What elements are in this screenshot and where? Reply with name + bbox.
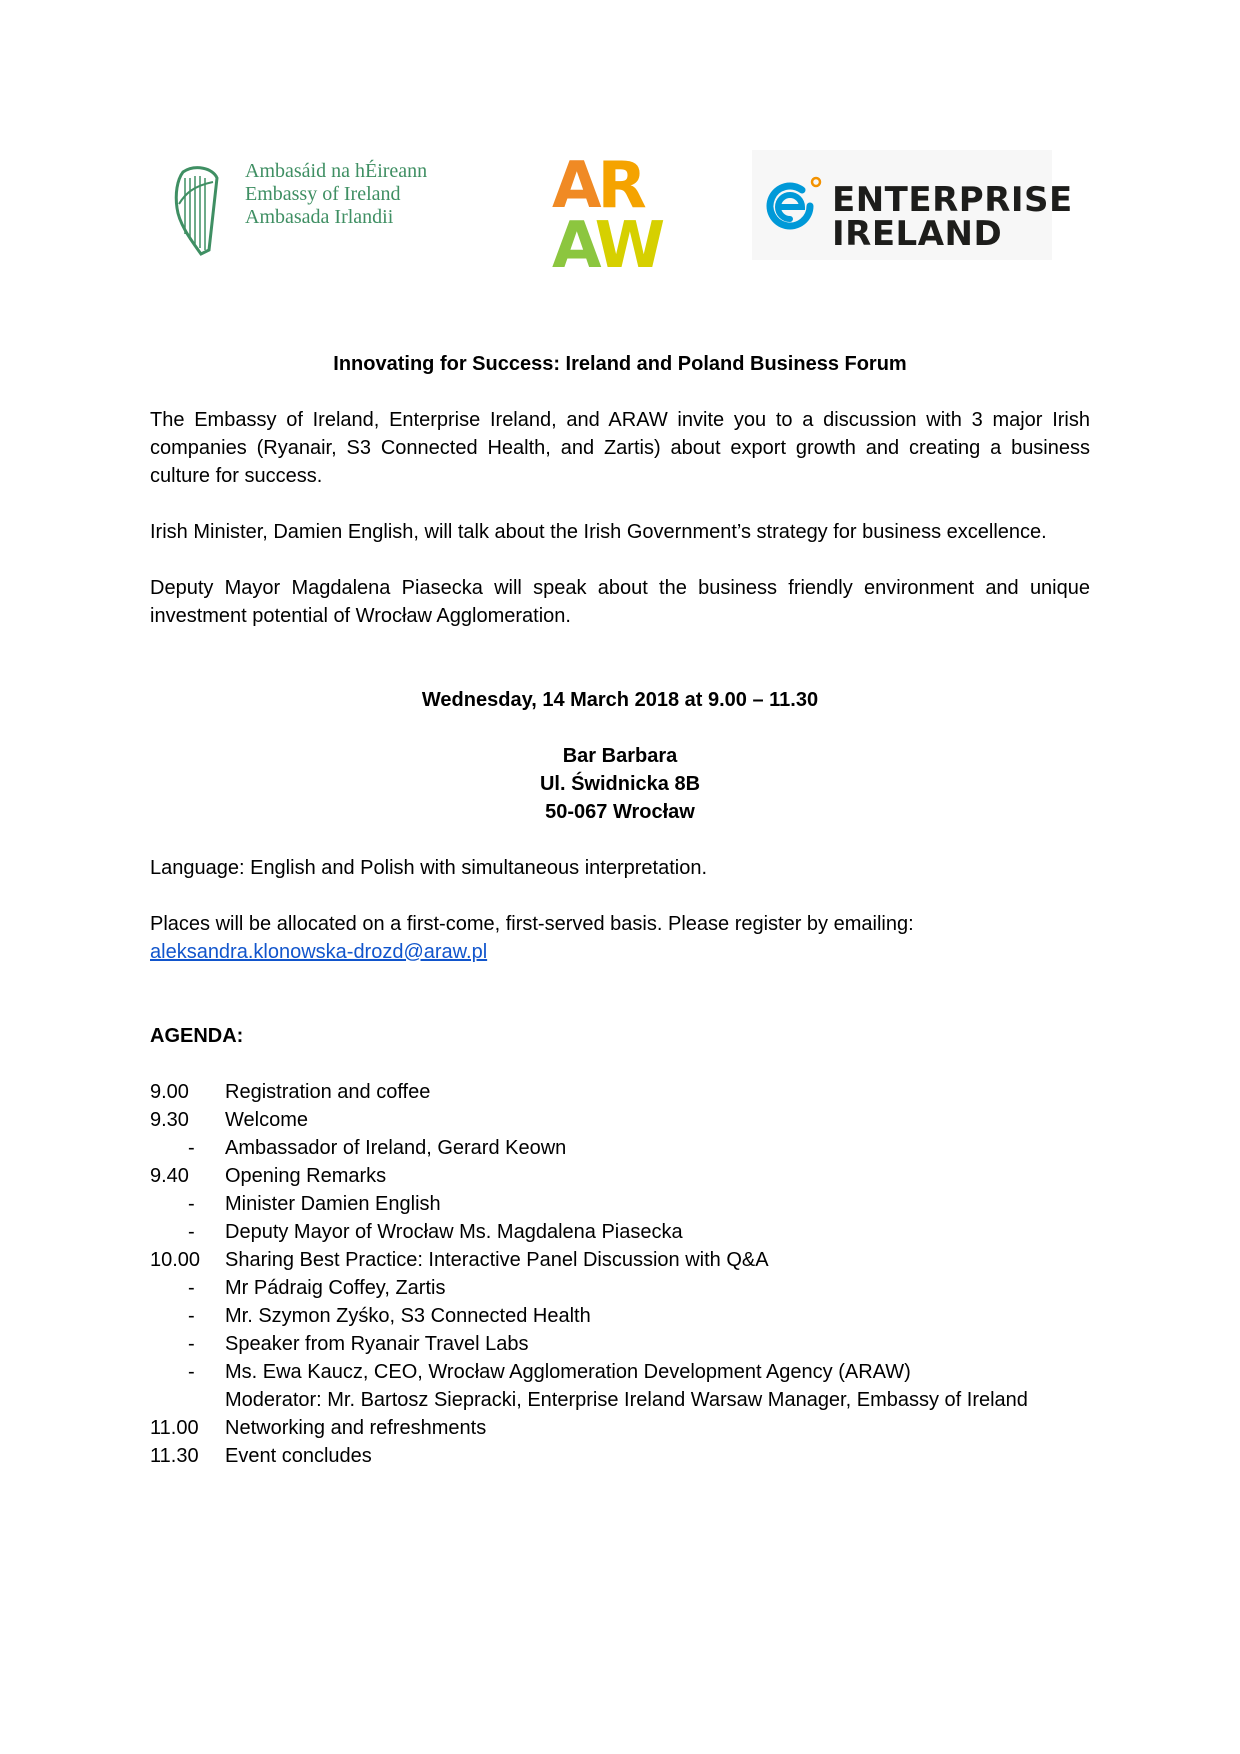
registration-note: Places will be allocated on a first-come, first-served basis. Please register by emailing: aleksandra.klonowska-drozd@araw.pl <box>150 913 914 963</box>
agenda-item-time: 9.40 <box>150 1165 189 1187</box>
agenda-item-time: 9.00 <box>150 1081 189 1103</box>
agenda-item-bullet: - <box>188 1137 195 1159</box>
agenda-list <box>150 1078 1090 1470</box>
agenda-item <box>150 1358 1090 1386</box>
agenda-item-text: Ambassador of Ireland, Gerard Keown <box>225 1137 567 1159</box>
venue-city: 50-067 Wrocław <box>545 801 695 823</box>
venue-street: Ul. Świdnicka 8B <box>539 773 701 795</box>
agenda-item-text: Registration and coffee <box>225 1081 431 1103</box>
agenda-item-text: Minister Damien English <box>225 1193 441 1215</box>
agenda-item <box>150 1330 1090 1358</box>
deputy-mayor-paragraph: Deputy Mayor Magdalena Piasecka will speak about the business friendly environment and unique investment potential of Wrocław Agglomeration. <box>150 577 1090 627</box>
harp-icon <box>173 164 221 256</box>
document-title: Innovating for Success: Ireland and Poland Business Forum <box>333 353 907 375</box>
agenda-item <box>150 1106 1090 1134</box>
enterprise-ireland-logo <box>752 150 1073 260</box>
araw-logo-row-1: AR <box>552 149 643 223</box>
agenda-item-text: Opening Remarks <box>225 1165 387 1187</box>
agenda-item <box>150 1274 1090 1302</box>
embassy-logo-line-irish: Ambasáid na hÉireann <box>245 160 428 182</box>
embassy-logo-text <box>245 160 427 229</box>
agenda-item-text: Mr. Szymon Zyśko, S3 Connected Health <box>225 1305 591 1327</box>
agenda-item-text: Welcome <box>225 1109 308 1131</box>
agenda-item <box>150 1386 1090 1414</box>
agenda-item-bullet <box>150 1386 225 1414</box>
agenda-item <box>150 1190 1090 1218</box>
agenda-heading: AGENDA: <box>150 1025 244 1047</box>
agenda-item-bullet: - <box>188 1193 195 1215</box>
embassy-logo-line-polish: Ambasada Irlandii <box>245 206 394 228</box>
agenda-item-text: Event concludes <box>225 1445 372 1467</box>
language-note: Language: English and Polish with simultaneous interpretation. <box>150 857 708 879</box>
logo-banner <box>0 140 1240 290</box>
agenda-item-text: Deputy Mayor of Wrocław Ms. Magdalena Piasecka <box>225 1221 683 1243</box>
agenda-item-time: 11.00 <box>150 1417 199 1439</box>
araw-logo <box>552 149 682 286</box>
agenda-item-bullet: - <box>188 1361 195 1383</box>
enterprise-ireland-logo-text: ENTERPRISE IRELAND <box>832 180 1073 254</box>
agenda-item <box>150 1078 1090 1106</box>
agenda-item-text: Moderator: Mr. Bartosz Siepracki, Enterprise Ireland Warsaw Manager, Embassy of Ireland <box>225 1389 1028 1411</box>
agenda-item-text: Networking and refreshments <box>225 1417 487 1439</box>
embassy-logo-line-english: Embassy of Ireland <box>245 183 401 205</box>
registration-email-link[interactable]: aleksandra.klonowska-drozd@araw.pl <box>150 941 488 963</box>
agenda-item-time: 10.00 <box>150 1249 201 1271</box>
agenda-item-text: Sharing Best Practice: Interactive Panel Discussion with Q&A <box>225 1249 769 1271</box>
venue-name: Bar Barbara <box>562 745 678 767</box>
agenda-item-bullet: - <box>188 1333 195 1355</box>
agenda-item-text: Speaker from Ryanair Travel Labs <box>225 1333 529 1355</box>
minister-paragraph: Irish Minister, Damien English, will talk about the Irish Government’s strategy for business excellence. <box>150 521 1047 543</box>
agenda-item <box>150 1134 1090 1162</box>
agenda-item <box>150 1414 1090 1442</box>
agenda-item <box>150 1162 1090 1190</box>
event-datetime: Wednesday, 14 March 2018 at 9.00 – 11.30 <box>421 689 819 711</box>
agenda-item-text: Ms. Ewa Kaucz, CEO, Wrocław Agglomeration Development Agency (ARAW) <box>225 1361 911 1383</box>
agenda-item-bullet: - <box>188 1277 195 1299</box>
agenda-item-text: Mr Pádraig Coffey, Zartis <box>225 1277 446 1299</box>
agenda-item-bullet: - <box>188 1305 195 1327</box>
araw-logo-row-2: AW <box>552 209 662 283</box>
enterprise-ireland-e-icon <box>762 174 822 234</box>
invitation-document <box>150 350 1090 1470</box>
embassy-of-ireland-logo <box>173 160 473 260</box>
agenda-item-time: 11.30 <box>150 1445 199 1467</box>
agenda-item-bullet: - <box>188 1221 195 1243</box>
agenda-item <box>150 1218 1090 1246</box>
agenda-item <box>150 1246 1090 1274</box>
agenda-item-time: 9.30 <box>150 1109 189 1131</box>
intro-paragraph: The Embassy of Ireland, Enterprise Ireland, and ARAW invite you to a discussion with 3 major Irish companies (Ryanair, S3 Connected Health, and Zartis) about export growth and creating a business culture for success. <box>150 409 1090 487</box>
agenda-item <box>150 1442 1090 1470</box>
agenda-item <box>150 1302 1090 1330</box>
